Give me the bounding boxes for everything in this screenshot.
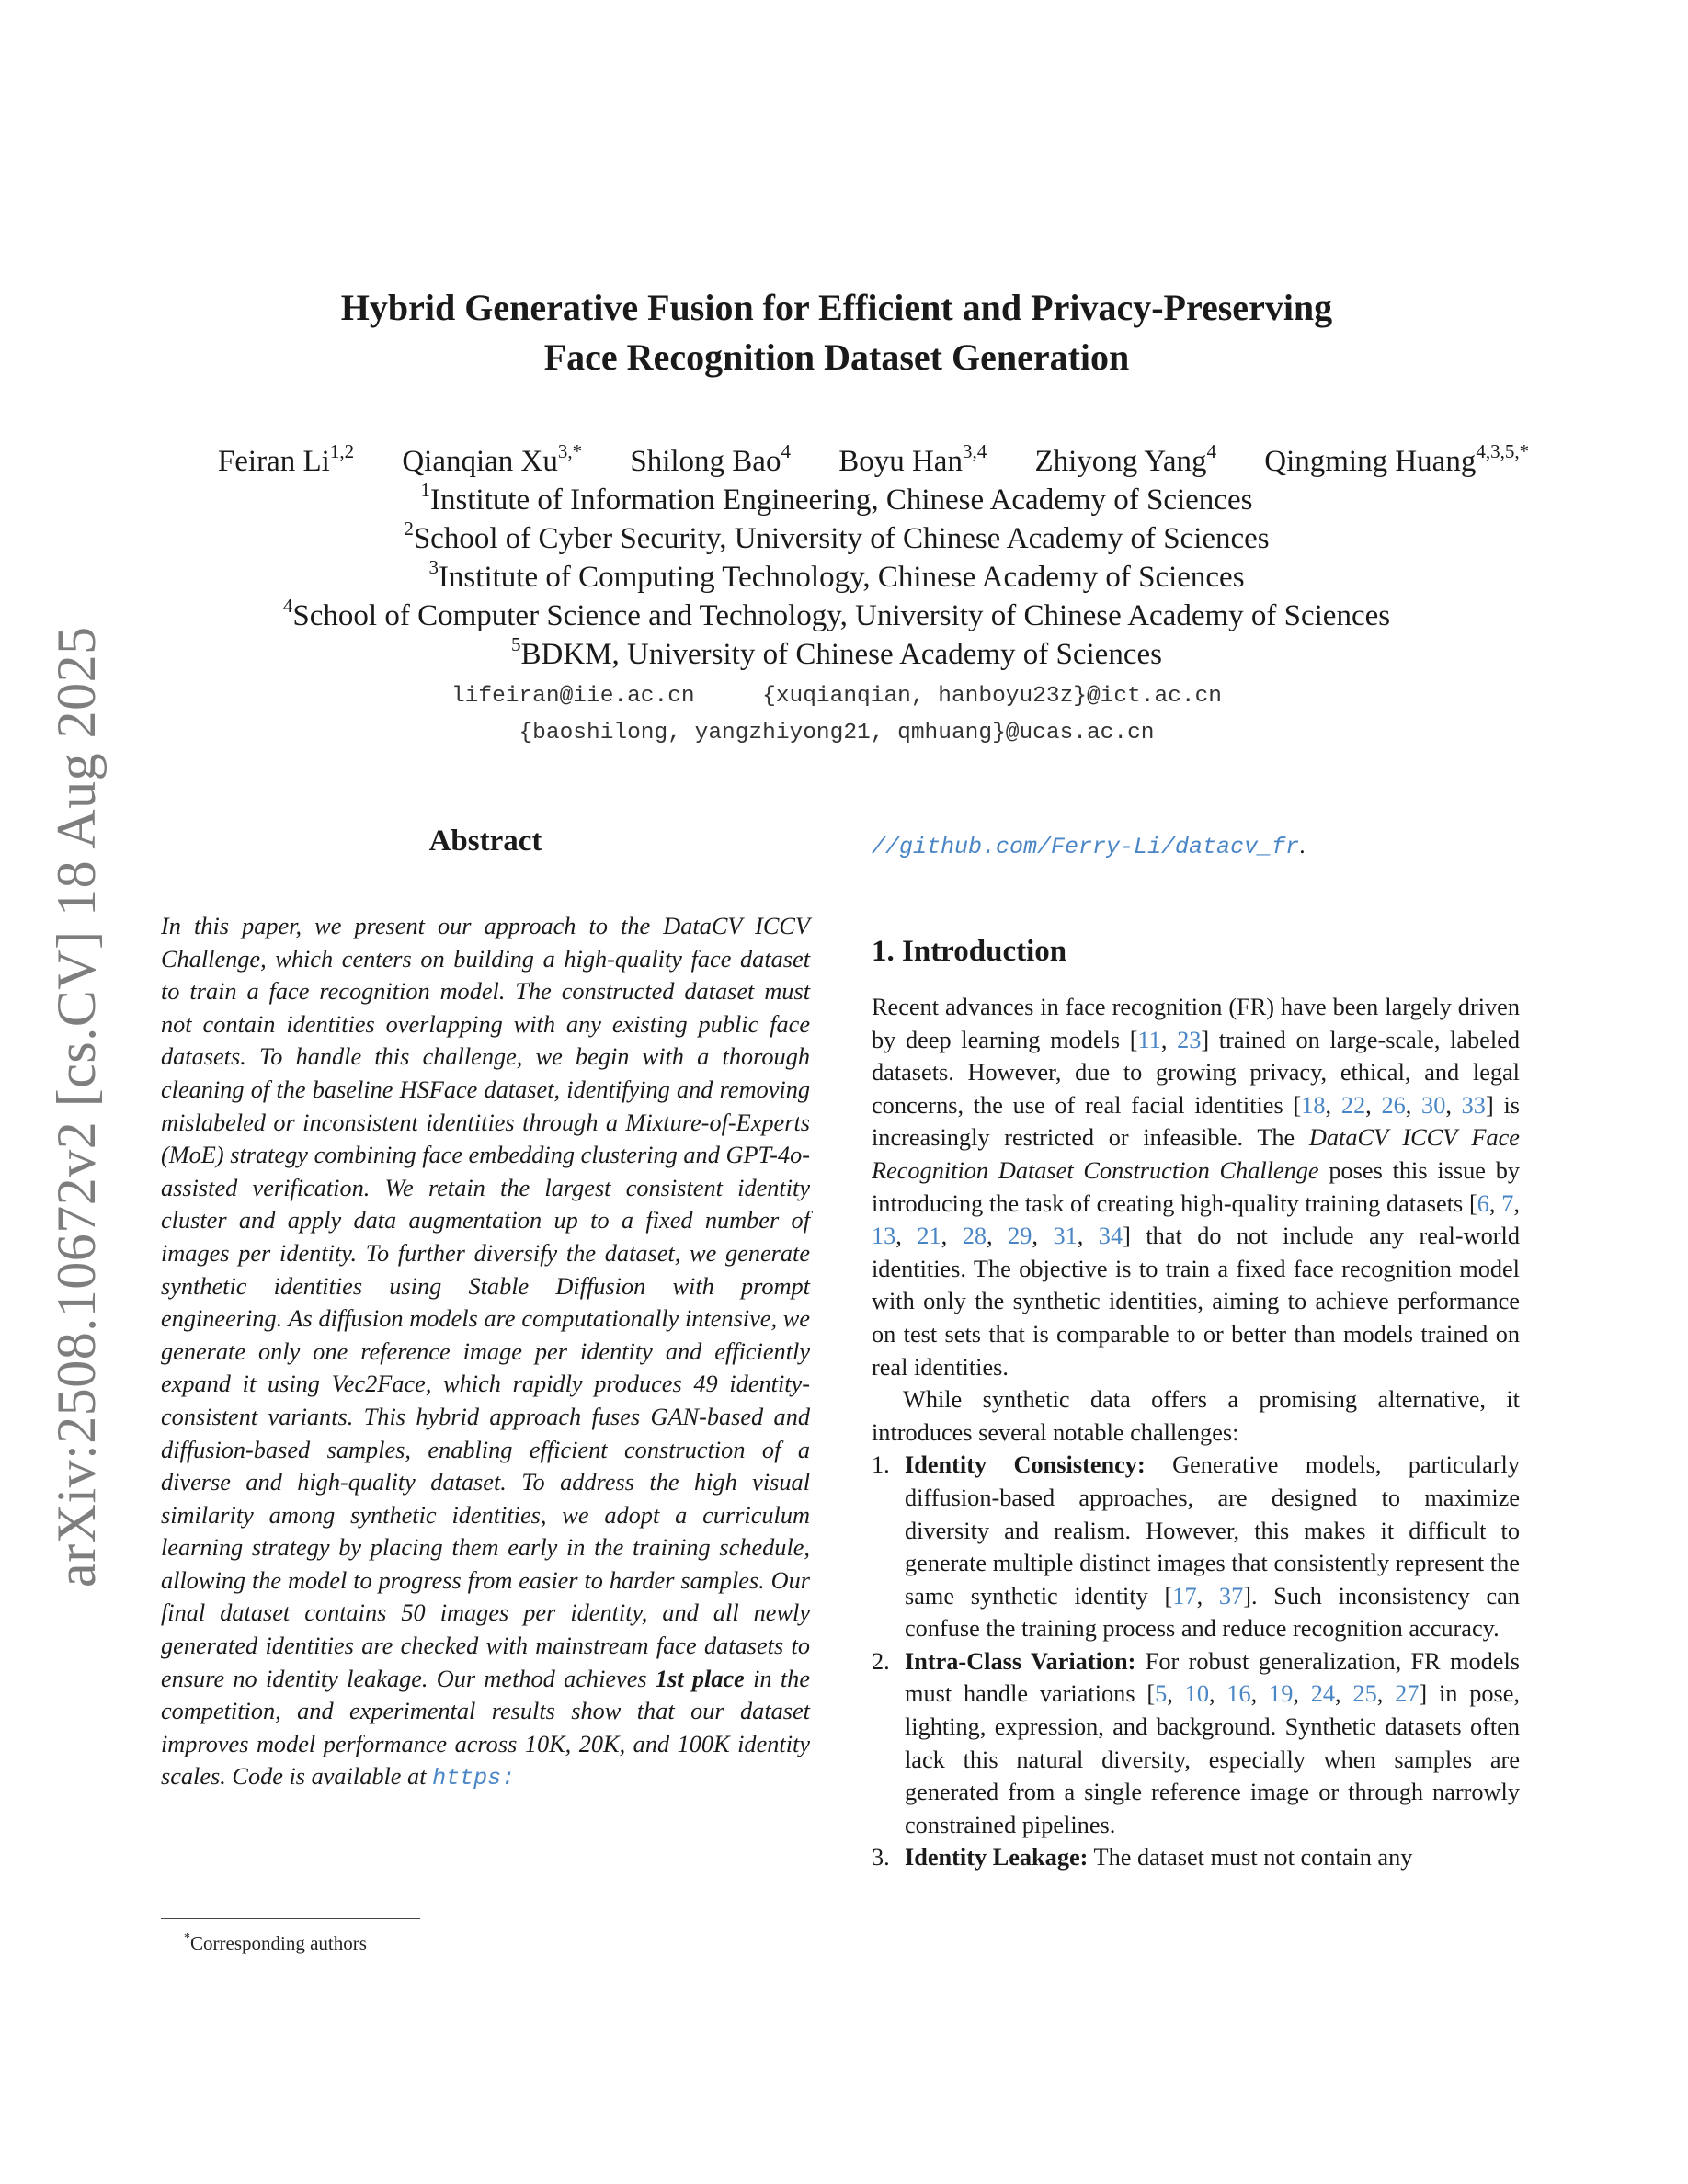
- citation-link[interactable]: 7: [1501, 1189, 1514, 1217]
- affiliation: $^3$Institute of Computing Technology, Chinese Academy of Sciences: [428, 556, 1245, 594]
- abstract-emphasis: 1st place: [655, 1665, 745, 1692]
- paper-title: [147, 283, 1526, 382]
- author: Feiran Li$^{1,2}$: [217, 440, 355, 478]
- challenge-item: 1. Identity Consistency: Generative models, particularly diffusion-based approaches, are designed to maximize diversity and realism. However, this makes it difficult to generate multiple distinct images that consistently represent the same synthetic identity [17, 37]. Such inconsistency can confuse the training process and reduce recognition accuracy.: [872, 1451, 1520, 1643]
- challenge-list: [872, 1449, 1520, 1874]
- affiliation: $^2$School of Cyber Security, University of Chinese Academy of Sciences: [404, 518, 1270, 555]
- author: Zhiyong Yang$^4$: [1034, 440, 1216, 478]
- citation-link[interactable]: 21: [917, 1223, 941, 1250]
- citation-link[interactable]: 19: [1269, 1680, 1294, 1708]
- author: Qianqian $Xu^{3,*}$: [402, 440, 583, 478]
- citation-link[interactable]: 34: [1098, 1223, 1123, 1250]
- affiliation: $^4$School of Computer Science and Technology, University of Chinese Academy of Sciences: [282, 595, 1391, 632]
- email-line: lifeiran@iie.ac.cn {xuqianqian, hanboyu23z}@ict.ac.cn: [451, 684, 1223, 709]
- author: Shilong Bao$^4$: [630, 440, 791, 478]
- abstract-body: In this paper, we present our approach to the DataCV ICCV Challenge, which centers on building a high-quality face dataset to train a face recognition model. The constructed dataset must not contain identities overlapping with any existing public face datasets. To handle this challenge, we begin with a thorough cleaning of the baseline HSFace dataset, identifying and removing mislabeled or inconsistent identities through a Mixture-of-Experts (MoE) strategy combining face embedding clustering and GPT-4o-assisted verification. We retain the largest consistent identity cluster and apply data augmentation up to a fixed number of images per identity. To further diversify the dataset, we generate synthetic identities using Stable Diffusion with prompt engineering. As diffusion models are computationally intensive, we generate only one reference image per identity and efficiently expand it using Vec2Face, which rapidly produces 49 identity-consistent variants. This hybrid approach fuses GAN-based and diffusion-based samples, enabling efficient construction of a diverse and high-quality dataset. To address the high visual similarity among synthetic identities, we adopt a curriculum learning strategy by placing them early in the training schedule, allowing the model to progress from easier to harder samples. Our final dataset contains 50 images per identity, and all newly generated identities are checked with mainstream face datasets to ensure no identity leakage. Our method achieves 1st place in the competition, and experimental results show that our dataset improves model performance across 10K, 20K, and 100K identity scales. Code is available at https:: [161, 913, 810, 1792]
- code-link-continued: //github.com/Ferry-Li/datacv_fr.: [872, 832, 1306, 860]
- citation-link[interactable]: 17: [1172, 1582, 1197, 1610]
- citation-link[interactable]: 13: [872, 1223, 896, 1250]
- citation-link[interactable]: 22: [1340, 1091, 1366, 1119]
- citation-link[interactable]: 6: [1477, 1189, 1489, 1217]
- abstract-heading: Abstract: [428, 825, 542, 858]
- citation-link[interactable]: 25: [1352, 1680, 1377, 1708]
- title-line-1: Hybrid Generative Fusion for Efficient and Privacy-Preserving: [340, 287, 1333, 328]
- citation-link[interactable]: 29: [1008, 1223, 1032, 1250]
- citation-link[interactable]: 23: [1177, 1026, 1202, 1053]
- citation-link[interactable]: 30: [1421, 1091, 1446, 1119]
- citation-link[interactable]: 10: [1184, 1680, 1209, 1708]
- email-line: {baoshilong, yangzhiyong21, qmhuang}@ucas.ac.cn: [519, 721, 1155, 745]
- citation-link[interactable]: 18: [1301, 1091, 1326, 1119]
- code-link[interactable]: //github.com/Ferry-Li/datacv_fr: [872, 834, 1300, 860]
- arxiv-sidebar-stamp: arXiv:2508.10672v2 [cs.CV] 18 Aug 2025: [46, 626, 107, 1587]
- challenge-item: 3. Identity Leakage: The dataset must not contain any: [872, 1844, 1413, 1871]
- footnote: *Corresponding authors: [184, 1931, 367, 1954]
- footnote-rule: [161, 1918, 420, 1919]
- author: Boyu Han$^{3,4}$: [838, 440, 987, 478]
- citation-link[interactable]: 31: [1053, 1223, 1078, 1250]
- introduction-body: [872, 991, 1520, 1874]
- code-link[interactable]: https:: [432, 1765, 516, 1792]
- challenge-name: DataCV ICCV Face Recognition Dataset Construction Challenge: [872, 1124, 1520, 1184]
- affiliation: $^1$Institute of Information Engineering, Chinese Academy of Sciences: [420, 479, 1253, 517]
- citation-link[interactable]: 27: [1395, 1680, 1420, 1708]
- citation-link[interactable]: 28: [962, 1223, 987, 1250]
- author-list: [55, 442, 1688, 481]
- author: Qingming Huang$^{4,3,5,*}$: [1264, 440, 1530, 478]
- citation-link[interactable]: 5: [1155, 1680, 1168, 1708]
- intro-paragraph: Recent advances in face recognition (FR) have been largely driven by deep learning models [11, 23] trained on large-scale, labeled datasets. However, due to growing privacy, ethical, and legal concerns, the use of real facial identities [18, 22, 26, 30, 33] is increasingly restricted or infeasible. The DataCV ICCV Face Recognition Dataset Construction Challenge poses this issue by introducing the task of creating high-quality training datasets [6, 7, 13, 21, 28, 29, 31, 34] that do not include any real-world identities. The objective is to train a fixed face recognition model with only the synthetic identities, aiming to achieve performance on test sets that is comparable to or better than models trained on real identities.: [872, 994, 1520, 1381]
- citation-link[interactable]: 37: [1218, 1582, 1244, 1610]
- citation-link[interactable]: 24: [1310, 1680, 1336, 1708]
- citation-link[interactable]: 11: [1137, 1026, 1161, 1053]
- title-line-2: Face Recognition Dataset Generation: [543, 336, 1130, 378]
- citation-link[interactable]: 33: [1461, 1091, 1486, 1119]
- challenge-item: 2. Intra-Class Variation: For robust generalization, FR models must handle variations [5, 10, 16, 19, 24, 25, 27] in pose, lighting, expression, and background. Synthetic datasets often lack this natural diversity, especially when samples are generated from a single reference image or through narrowly constrained pipelines.: [872, 1647, 1521, 1838]
- citation-link[interactable]: 16: [1226, 1680, 1251, 1708]
- affiliation: $^5$BDKM, University of Chinese Academy of Sciences: [511, 633, 1162, 671]
- section-heading-introduction: 1. Introduction: [872, 935, 1067, 968]
- intro-paragraph: While synthetic data offers a promising alternative, it introduces several notable challenges:: [872, 1386, 1520, 1446]
- citation-link[interactable]: 26: [1381, 1091, 1406, 1119]
